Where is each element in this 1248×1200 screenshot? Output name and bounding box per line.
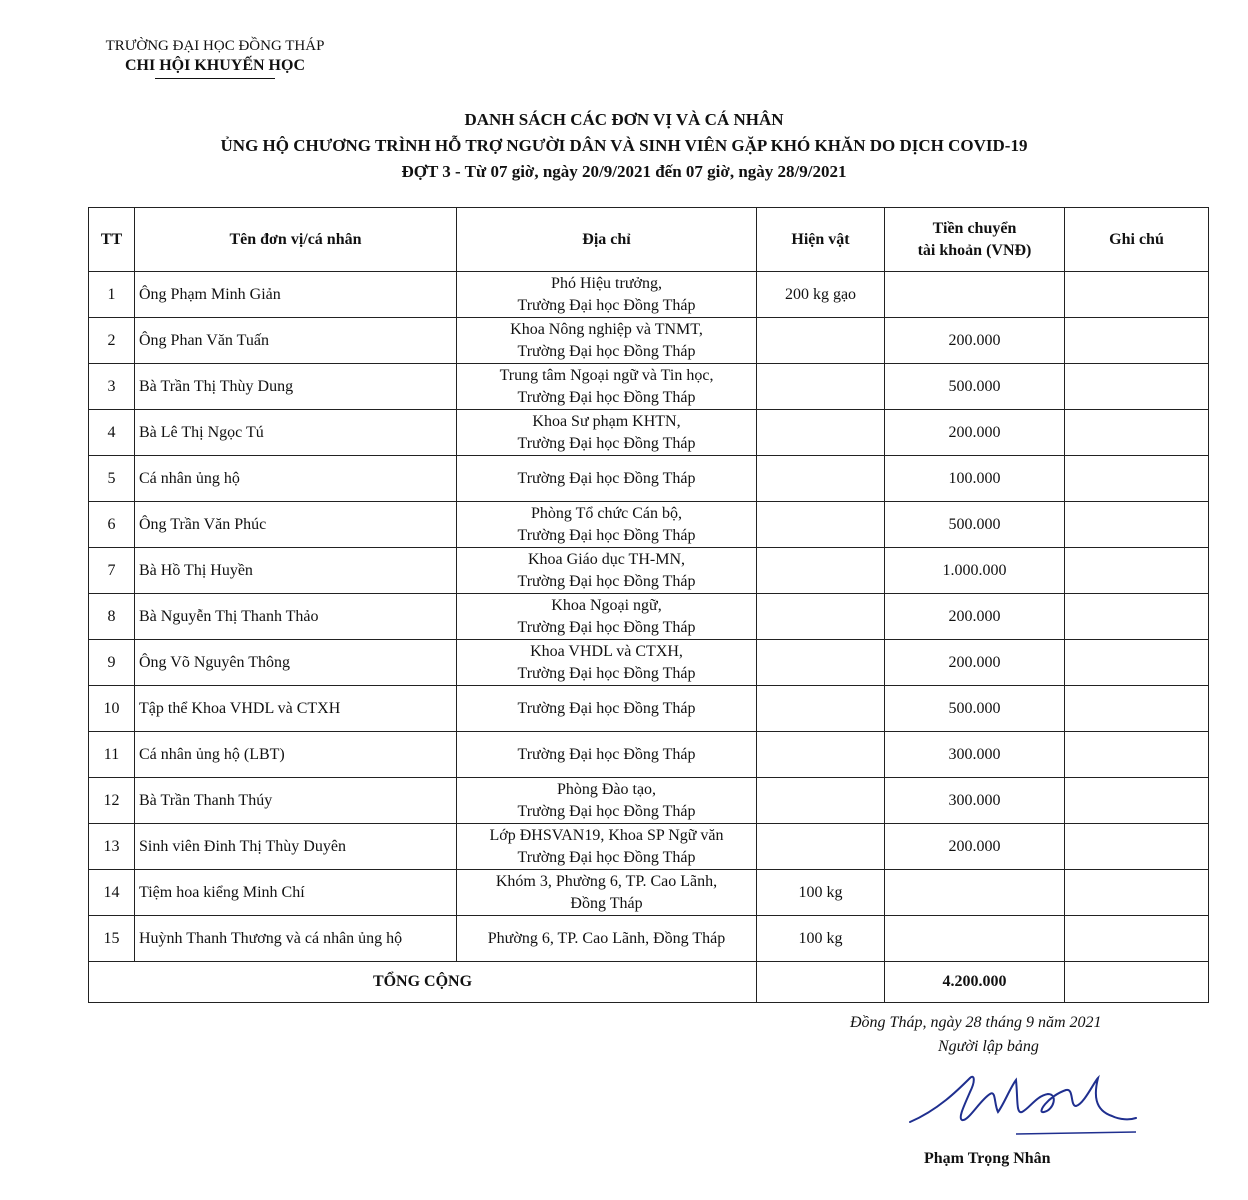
row-address-line2: Trường Đại học Đồng Tháp	[517, 618, 696, 636]
row-note	[1065, 686, 1209, 732]
university-name: TRƯỜNG ĐẠI HỌC ĐỒNG THÁP	[105, 38, 325, 54]
table-row	[89, 502, 1209, 548]
row-amount	[885, 870, 1065, 916]
row-address-line1: Khoa Ngoại ngữ,	[551, 596, 662, 614]
row-address	[457, 824, 757, 870]
row-tt: 13	[89, 824, 135, 870]
table-row	[89, 594, 1209, 640]
row-name: Sinh viên Đinh Thị Thùy Duyên	[135, 824, 457, 870]
row-amount: 200.000	[885, 410, 1065, 456]
row-note	[1065, 502, 1209, 548]
row-address-line1: Phường 6, TP. Cao Lãnh, Đồng Tháp	[487, 929, 726, 947]
table-row	[89, 640, 1209, 686]
row-in-kind: 100 kg	[757, 870, 885, 916]
row-in-kind	[757, 640, 885, 686]
row-amount: 200.000	[885, 594, 1065, 640]
row-name: Tập thể Khoa VHDL và CTXH	[135, 686, 457, 732]
row-amount: 200.000	[885, 640, 1065, 686]
row-note	[1065, 778, 1209, 824]
preparer-role: Người lập bảng	[938, 1038, 1039, 1055]
col-header-transfer-line1: Tiền chuyển	[932, 219, 1017, 237]
row-note	[1065, 916, 1209, 962]
row-amount: 1.000.000	[885, 548, 1065, 594]
total-row	[89, 962, 1209, 1003]
table-row	[89, 870, 1209, 916]
row-address-line1: Khóm 3, Phường 6, TP. Cao Lãnh,	[495, 872, 718, 890]
row-tt: 7	[89, 548, 135, 594]
row-name: Bà Trần Thị Thùy Dung	[135, 364, 457, 410]
row-tt: 10	[89, 686, 135, 732]
row-note	[1065, 410, 1209, 456]
doc-title-line1: DANH SÁCH CÁC ĐƠN VỊ VÀ CÁ NHÂN	[464, 110, 784, 129]
col-header-transfer-line2: tài khoản (VNĐ)	[917, 241, 1032, 259]
row-tt: 11	[89, 732, 135, 778]
row-name: Huỳnh Thanh Thương và cá nhân ủng hộ	[135, 916, 457, 962]
table-row	[89, 778, 1209, 824]
row-in-kind	[757, 686, 885, 732]
total-in-kind	[757, 962, 885, 1003]
row-address	[457, 594, 757, 640]
row-address	[457, 548, 757, 594]
row-amount: 500.000	[885, 502, 1065, 548]
row-address	[457, 502, 757, 548]
table-row	[89, 732, 1209, 778]
table-row	[89, 824, 1209, 870]
row-note	[1065, 594, 1209, 640]
row-note	[1065, 824, 1209, 870]
total-amount: 4.200.000	[885, 962, 1065, 1003]
row-in-kind: 200 kg gạo	[757, 272, 885, 318]
row-name: Ông Phạm Minh Giản	[135, 272, 457, 318]
row-note	[1065, 640, 1209, 686]
row-address-line2: Trường Đại học Đồng Tháp	[517, 296, 696, 314]
table-row	[89, 318, 1209, 364]
row-address-line1: Trường Đại học Đồng Tháp	[517, 699, 696, 717]
row-note	[1065, 870, 1209, 916]
row-tt: 9	[89, 640, 135, 686]
col-header-note: Ghi chú	[1065, 208, 1209, 272]
row-tt: 4	[89, 410, 135, 456]
signature-image	[898, 1060, 1138, 1140]
row-address-line1: Phòng Tổ chức Cán bộ,	[530, 504, 683, 522]
row-name: Bà Trần Thanh Thúy	[135, 778, 457, 824]
row-tt: 8	[89, 594, 135, 640]
signer-name: Phạm Trọng Nhân	[924, 1150, 1051, 1167]
row-note	[1065, 548, 1209, 594]
table-row	[89, 456, 1209, 502]
row-name: Bà Hồ Thị Huyền	[135, 548, 457, 594]
row-address-line1: Khoa Sư phạm KHTN,	[532, 412, 681, 430]
row-address-line1: Phó Hiệu trưởng,	[551, 274, 662, 292]
doc-title-line3: ĐỢT 3 - Từ 07 giờ, ngày 20/9/2021 đến 07 giờ, ngày 28/9/2021	[401, 162, 847, 181]
row-in-kind: 100 kg	[757, 916, 885, 962]
row-address-line2: Trường Đại học Đồng Tháp	[517, 342, 696, 360]
row-note	[1065, 364, 1209, 410]
col-header-tt: TT	[89, 208, 135, 272]
row-name: Ông Võ Nguyên Thông	[135, 640, 457, 686]
row-in-kind	[757, 318, 885, 364]
row-in-kind	[757, 732, 885, 778]
row-in-kind	[757, 594, 885, 640]
table-header-row	[89, 208, 1209, 272]
row-address	[457, 686, 757, 732]
row-note	[1065, 318, 1209, 364]
row-name: Cá nhân ủng hộ	[135, 456, 457, 502]
association-name: CHI HỘI KHUYẾN HỌC	[124, 57, 305, 74]
row-in-kind	[757, 410, 885, 456]
row-in-kind	[757, 456, 885, 502]
col-header-transfer	[885, 208, 1065, 272]
row-in-kind	[757, 824, 885, 870]
row-tt: 2	[89, 318, 135, 364]
row-address-line1: Phòng Đào tạo,	[556, 780, 657, 798]
row-address-line1: Khoa VHDL và CTXH,	[530, 642, 683, 660]
row-address	[457, 272, 757, 318]
row-amount	[885, 272, 1065, 318]
row-address-line2: Trường Đại học Đồng Tháp	[517, 434, 696, 452]
row-amount: 500.000	[885, 364, 1065, 410]
row-in-kind	[757, 548, 885, 594]
row-address	[457, 364, 757, 410]
row-address-line2: Trường Đại học Đồng Tháp	[517, 526, 696, 544]
doc-title-line2: ỦNG HỘ CHƯƠNG TRÌNH HỖ TRỢ NGƯỜI DÂN VÀ SINH VIÊN GẶP KHÓ KHĂN DO DỊCH COVID-19	[220, 136, 1028, 155]
row-name: Bà Nguyễn Thị Thanh Thảo	[135, 594, 457, 640]
place-date: Đồng Tháp, ngày 28 tháng 9 năm 2021	[850, 1014, 1102, 1031]
row-tt: 6	[89, 502, 135, 548]
header-underline	[155, 78, 275, 79]
row-note	[1065, 456, 1209, 502]
row-address-line2: Đồng Tháp	[570, 894, 643, 912]
row-tt: 3	[89, 364, 135, 410]
row-in-kind	[757, 502, 885, 548]
col-header-name: Tên đơn vị/cá nhân	[135, 208, 457, 272]
total-note	[1065, 962, 1209, 1003]
row-tt: 15	[89, 916, 135, 962]
row-tt: 12	[89, 778, 135, 824]
row-address-line2: Trường Đại học Đồng Tháp	[517, 802, 696, 820]
total-label: TỔNG CỘNG	[89, 962, 757, 1003]
row-tt: 1	[89, 272, 135, 318]
row-address	[457, 778, 757, 824]
row-address-line1: Lớp ĐHSVAN19, Khoa SP Ngữ văn	[489, 826, 724, 844]
col-header-address: Địa chỉ	[457, 208, 757, 272]
row-address	[457, 456, 757, 502]
row-note	[1065, 272, 1209, 318]
table-row	[89, 410, 1209, 456]
row-amount: 200.000	[885, 318, 1065, 364]
table-row	[89, 548, 1209, 594]
row-name: Tiệm hoa kiểng Minh Chí	[135, 870, 457, 916]
row-tt: 14	[89, 870, 135, 916]
row-address-line1: Trường Đại học Đồng Tháp	[517, 469, 696, 487]
row-address-line2: Trường Đại học Đồng Tháp	[517, 388, 696, 406]
row-address-line1: Trường Đại học Đồng Tháp	[517, 745, 696, 763]
row-address	[457, 916, 757, 962]
row-address	[457, 318, 757, 364]
row-in-kind	[757, 364, 885, 410]
row-address-line2: Trường Đại học Đồng Tháp	[517, 572, 696, 590]
row-address-line1: Trung tâm Ngoại ngữ và Tin học,	[499, 366, 714, 384]
row-amount	[885, 916, 1065, 962]
row-address	[457, 870, 757, 916]
row-address	[457, 732, 757, 778]
table-row	[89, 364, 1209, 410]
table-row	[89, 686, 1209, 732]
table-row	[89, 916, 1209, 962]
row-address-line1: Khoa Nông nghiệp và TNMT,	[510, 320, 703, 338]
col-header-in-kind: Hiện vật	[757, 208, 885, 272]
row-address-line1: Khoa Giáo dục TH-MN,	[527, 550, 685, 568]
table-row	[89, 272, 1209, 318]
row-amount: 200.000	[885, 824, 1065, 870]
row-address-line2: Trường Đại học Đồng Tháp	[517, 664, 696, 682]
row-in-kind	[757, 778, 885, 824]
row-amount: 500.000	[885, 686, 1065, 732]
row-note	[1065, 732, 1209, 778]
row-address-line2: Trường Đại học Đồng Tháp	[517, 848, 696, 866]
row-amount: 300.000	[885, 778, 1065, 824]
organization-header	[0, 36, 430, 79]
row-address	[457, 410, 757, 456]
row-address	[457, 640, 757, 686]
row-amount: 300.000	[885, 732, 1065, 778]
row-name: Ông Phan Văn Tuấn	[135, 318, 457, 364]
row-name: Ông Trần Văn Phúc	[135, 502, 457, 548]
row-amount: 100.000	[885, 456, 1065, 502]
row-name: Bà Lê Thị Ngọc Tú	[135, 410, 457, 456]
row-tt: 5	[89, 456, 135, 502]
row-name: Cá nhân ủng hộ (LBT)	[135, 732, 457, 778]
donation-table	[88, 207, 1209, 1003]
